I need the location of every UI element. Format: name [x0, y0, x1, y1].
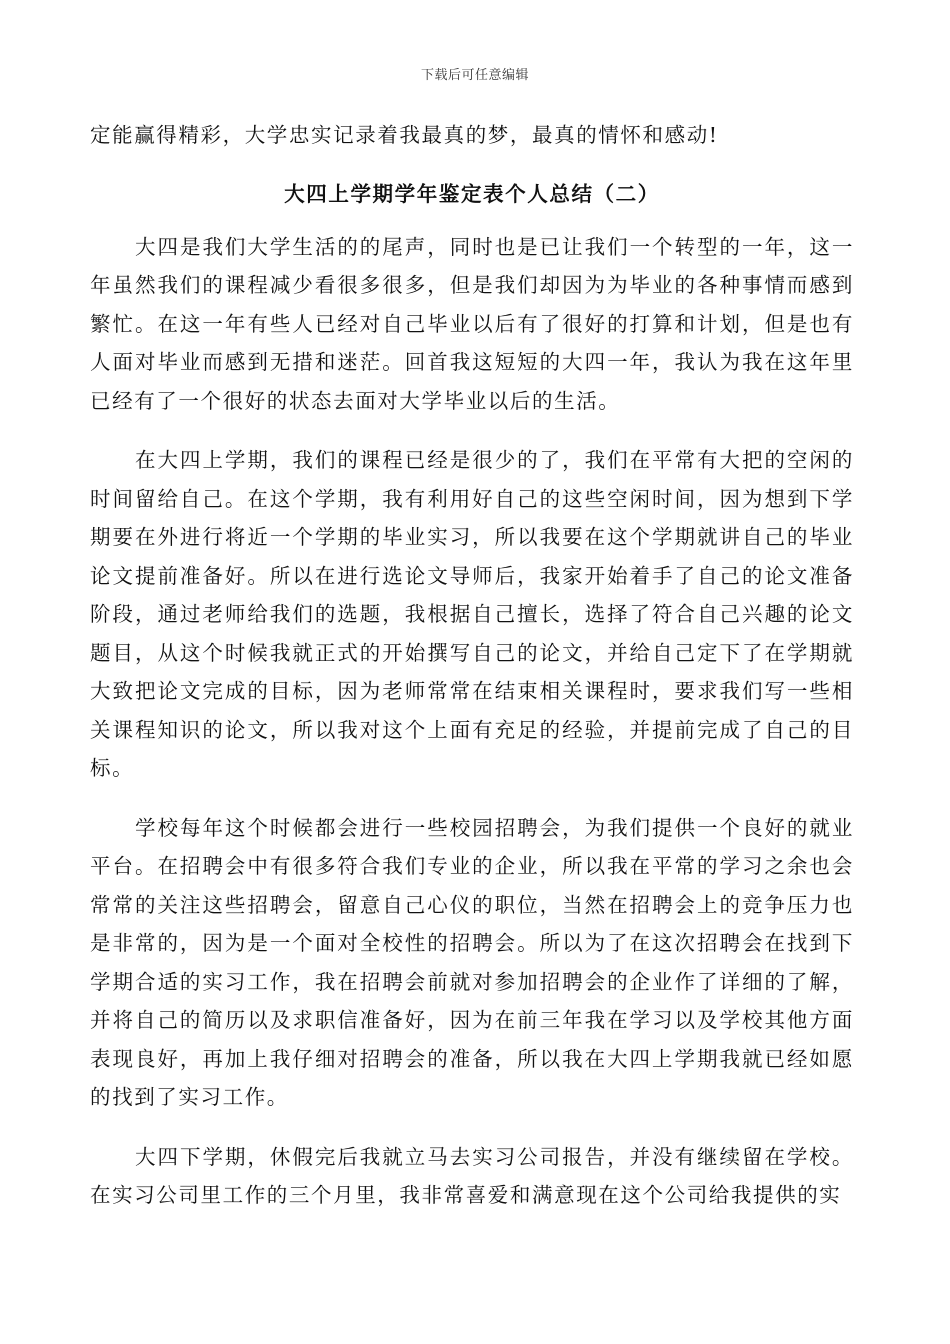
paragraph-2: 在大四上学期，我们的课程已经是很少的了，我们在平常有大把的空闲的时间留给自己。在这个学期，我有利用好自己的这些空闲时间，因为想到下学期要在外进行将近一个学期的毕业实习，所以我要在这个学期就讲自己的毕业论文提前准备好。所以在进行选论文导师后，我家开始着手了自己的论文准备阶段，通过老师给我们的选题，我根据自己擅长，选择了符合自己兴趣的论文题目，从这个时候我就正式的开始撰写自己的论文，并给自己定下了在学期就大致把论文完成的目标，因为老师常常在结束相关课程时，要求我们写一些相关课程知识的论文，所以我对这个上面有充足的经验，并提前完成了自己的目标。 — [90, 448, 854, 780]
section-title: 大四上学期学年鉴定表个人总结（二） — [284, 181, 660, 206]
continuation-paragraph: 定能赢得精彩，大学忠实记录着我最真的梦，最真的情怀和感动! — [90, 123, 719, 147]
paragraph-4: 大四下学期，休假完后我就立马去实习公司报告，并没有继续留在学校。在实习公司里工作的三个月里，我非常喜爱和满意现在这个公司给我提供的实 — [90, 1144, 854, 1207]
document-body — [90, 116, 854, 1215]
paragraph-3: 学校每年这个时候都会进行一些校园招聘会，为我们提供一个良好的就业平台。在招聘会中有很多符合我们专业的企业，所以我在平常的学习之余也会常常的关注这些招聘会，留意自己心仪的职位，当然在招聘会上的竞争压力也是非常的，因为是一个面对全校性的招聘会。所以为了在这次招聘会在找到下学期合适的实习工作，我在招聘会前就对参加招聘会的企业作了详细的了解，并将自己的简历以及求职信准备好，因为在前三年我在学习以及学校其他方面表现良好，再加上我仔细对招聘会的准备，所以我在大四上学期我就已经如愿的找到了实习工作。 — [90, 815, 854, 1109]
paragraph-1: 大四是我们大学生活的的尾声，同时也是已让我们一个转型的一年，这一年虽然我们的课程减少看很多很多，但是我们却因为为毕业的各种事情而感到繁忙。在这一年有些人已经对自己毕业以后有了很好的打算和计划，但是也有人面对毕业而感到无措和迷茫。回首我这短短的大四一年，我认为我在这年里已经有了一个很好的状态去面对大学毕业以后的生活。 — [90, 234, 854, 413]
page-header-note: 下载后可任意编辑 — [420, 68, 529, 83]
